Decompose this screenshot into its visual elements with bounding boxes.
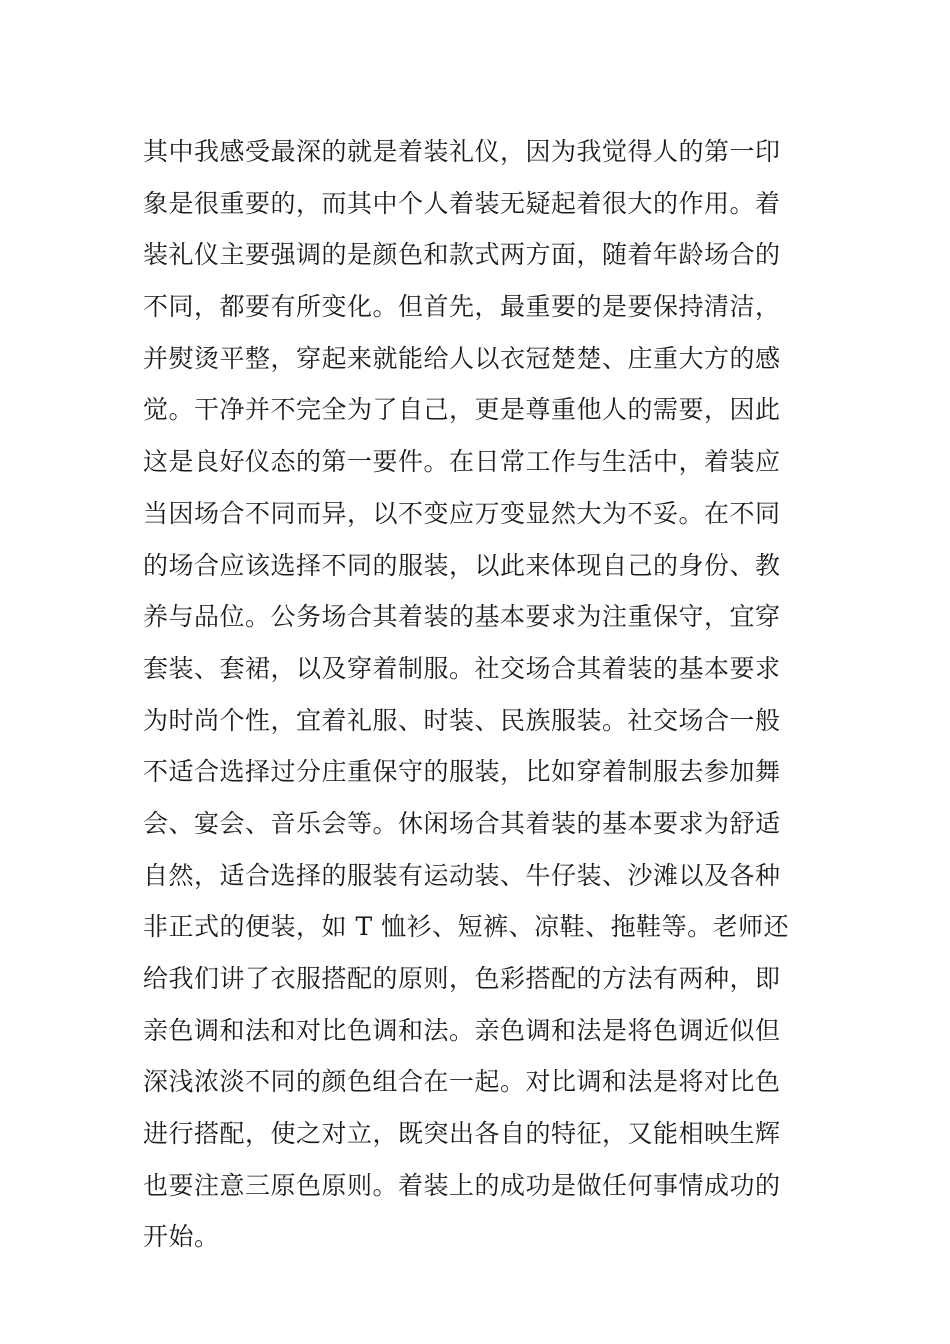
- body-paragraph: [143, 126, 823, 1263]
- text-line: 会、宴会、音乐会等。休闲场合其着装的基本要求为舒适: [143, 808, 781, 838]
- text-line: 自然，适合选择的服装有运动装、牛仔装、沙滩以及各种: [143, 860, 781, 890]
- text-line: 套装、套裙，以及穿着制服。社交场合其着装的基本要求: [143, 653, 781, 683]
- text-line: 亲色调和法和对比色调和法。亲色调和法是将色调近似但: [143, 1015, 781, 1045]
- text-line: 不适合选择过分庄重保守的服装，比如穿着制服去参加舞: [143, 757, 781, 787]
- text-line: 并熨烫平整，穿起来就能给人以衣冠楚楚、庄重大方的感: [143, 343, 781, 373]
- text-line: 觉。干净并不完全为了自己，更是尊重他人的需要，因此: [143, 395, 781, 425]
- text-line: 给我们讲了衣服搭配的原则，色彩搭配的方法有两种，即: [143, 964, 781, 993]
- text-line: 也要注意三原色原则。着装上的成功是做任何事情成功的: [143, 1170, 781, 1200]
- text-line: 开始。: [143, 1222, 220, 1252]
- text-line: 装礼仪主要强调的是颜色和款式两方面，随着年龄场合的: [143, 240, 781, 270]
- text-line: 不同，都要有所变化。但首先，最重要的是要保持清洁，: [143, 292, 781, 322]
- text-line: 进行搭配，使之对立，既突出各自的特征，又能相映生辉: [143, 1119, 781, 1149]
- text-line: 象是很重要的，而其中个人着装无疑起着很大的作用。着: [143, 188, 781, 218]
- text-line: 这是良好仪态的第一要件。在日常工作与生活中，着装应: [143, 447, 781, 477]
- text-line: 养与品位。公务场合其着装的基本要求为注重保守，宜穿: [143, 602, 781, 632]
- text-line: 为时尚个性，宜着礼服、时装、民族服装。社交场合一般: [143, 705, 781, 735]
- text-line: 的场合应该选择不同的服装，以此来体现自己的身份、教: [143, 550, 781, 580]
- text-line: 其中我感受最深的就是着装礼仪，因为我觉得人的第一印: [143, 137, 781, 166]
- text-line: 非正式的便装，如 T 恤衫、短裤、凉鞋、拖鞋等。老师还: [143, 912, 790, 942]
- text-line: 当因场合不同而异，以不变应万变显然大为不妥。在不同: [143, 498, 781, 528]
- text-line: 深浅浓淡不同的颜色组合在一起。对比调和法是将对比色: [143, 1067, 781, 1097]
